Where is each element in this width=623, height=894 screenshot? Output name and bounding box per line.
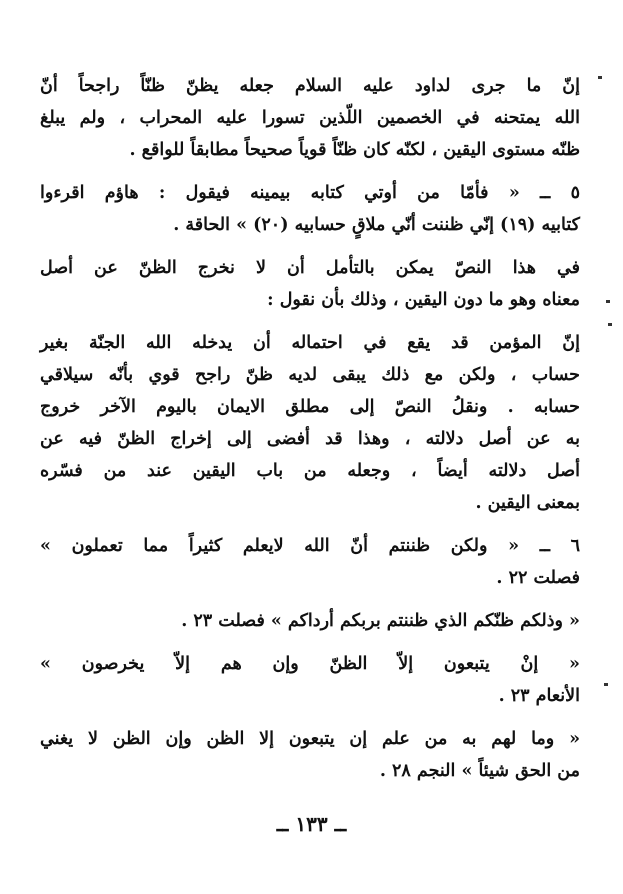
text-line: فصلت ٢٢ . xyxy=(496,568,580,588)
text-line: كتابيه (١٩) إنّي ظننت أنّي ملاقٍ حسابيه (٢٠) » الحاقة . xyxy=(173,215,580,235)
text-line: ٦ ــ « ولكن ظننتم أنّ الله لايعلم كثيراً مما تعملون » xyxy=(40,536,580,556)
paragraph-5 xyxy=(40,530,580,594)
page-body xyxy=(40,70,580,798)
text-line: « إنْ يتبعون إلاّ الظنّ وإن هم إلاّ يخرصون » xyxy=(40,654,580,674)
text-line: حساب ، ولكن مع ذلك يبقى لديه ظنّ راجح قوي بأنّه سيلاقي xyxy=(40,365,580,385)
text-line: ظنّه مستوى اليقين ، لكنّه كان ظنّاً قوياً صحيحاً مطابقاً للواقع . xyxy=(129,140,580,160)
paragraph-4 xyxy=(40,327,580,519)
text-line: « وما لهم به من علم إن يتبعون إلا الظن وإن الظن لا يغني xyxy=(40,729,580,749)
text-line: حسابه . ونقلُ النصّ إلى مطلق الايمان باليوم الآخر خروج xyxy=(40,397,580,417)
text-line: إنّ ما جرى لداود عليه السلام جعله يظنّ ظنّاً راجحاً أنّ xyxy=(40,76,580,96)
text-line: من الحق شيئاً » النجم ٢٨ . xyxy=(379,761,580,781)
text-line: ٥ ــ « فأمّا من أوتي كتابه بيمينه فيقول : هاؤم اقرءوا xyxy=(40,183,580,203)
page-number: ــ ١٣٣ ــ xyxy=(276,812,347,836)
scan-speck xyxy=(608,323,612,326)
text-line: أصل دلالته أيضاً ، وجعله من باب اليقين عند من فسّره xyxy=(40,461,580,481)
paragraph-3 xyxy=(40,252,580,316)
text-line: معناه وهو ما دون اليقين ، وذلك بأن نقول : xyxy=(267,290,580,310)
scan-speck xyxy=(604,683,608,686)
text-line: به عن أصل دلالته ، وهذا قد أفضى إلى إخراج الظنّ فيه عن xyxy=(40,429,580,449)
paragraph-1 xyxy=(40,70,580,166)
paragraph-6 xyxy=(40,605,580,637)
scan-speck xyxy=(598,76,602,79)
paragraph-8 xyxy=(40,723,580,787)
text-line: الأنعام ٢٣ . xyxy=(498,686,580,706)
text-line: « وذلكم ظنّكم الذي ظننتم بربكم أرداكم » فصلت ٢٣ . xyxy=(181,611,580,631)
paragraph-7 xyxy=(40,648,580,712)
paragraph-2 xyxy=(40,177,580,241)
text-line: الله يمتحنه في الخصمين اللّذين تسورا عليه المحراب ، ولم يبلغ xyxy=(40,108,580,128)
text-line: إنّ المؤمن قد يقع في احتماله أن يدخله الله الجنّة بغير xyxy=(40,333,580,353)
scan-speck xyxy=(606,300,610,303)
text-line: في هذا النصّ يمكن بالتأمل أن لا نخرج الظنّ عن أصل xyxy=(40,258,580,278)
text-line: بمعنى اليقين . xyxy=(475,493,580,513)
